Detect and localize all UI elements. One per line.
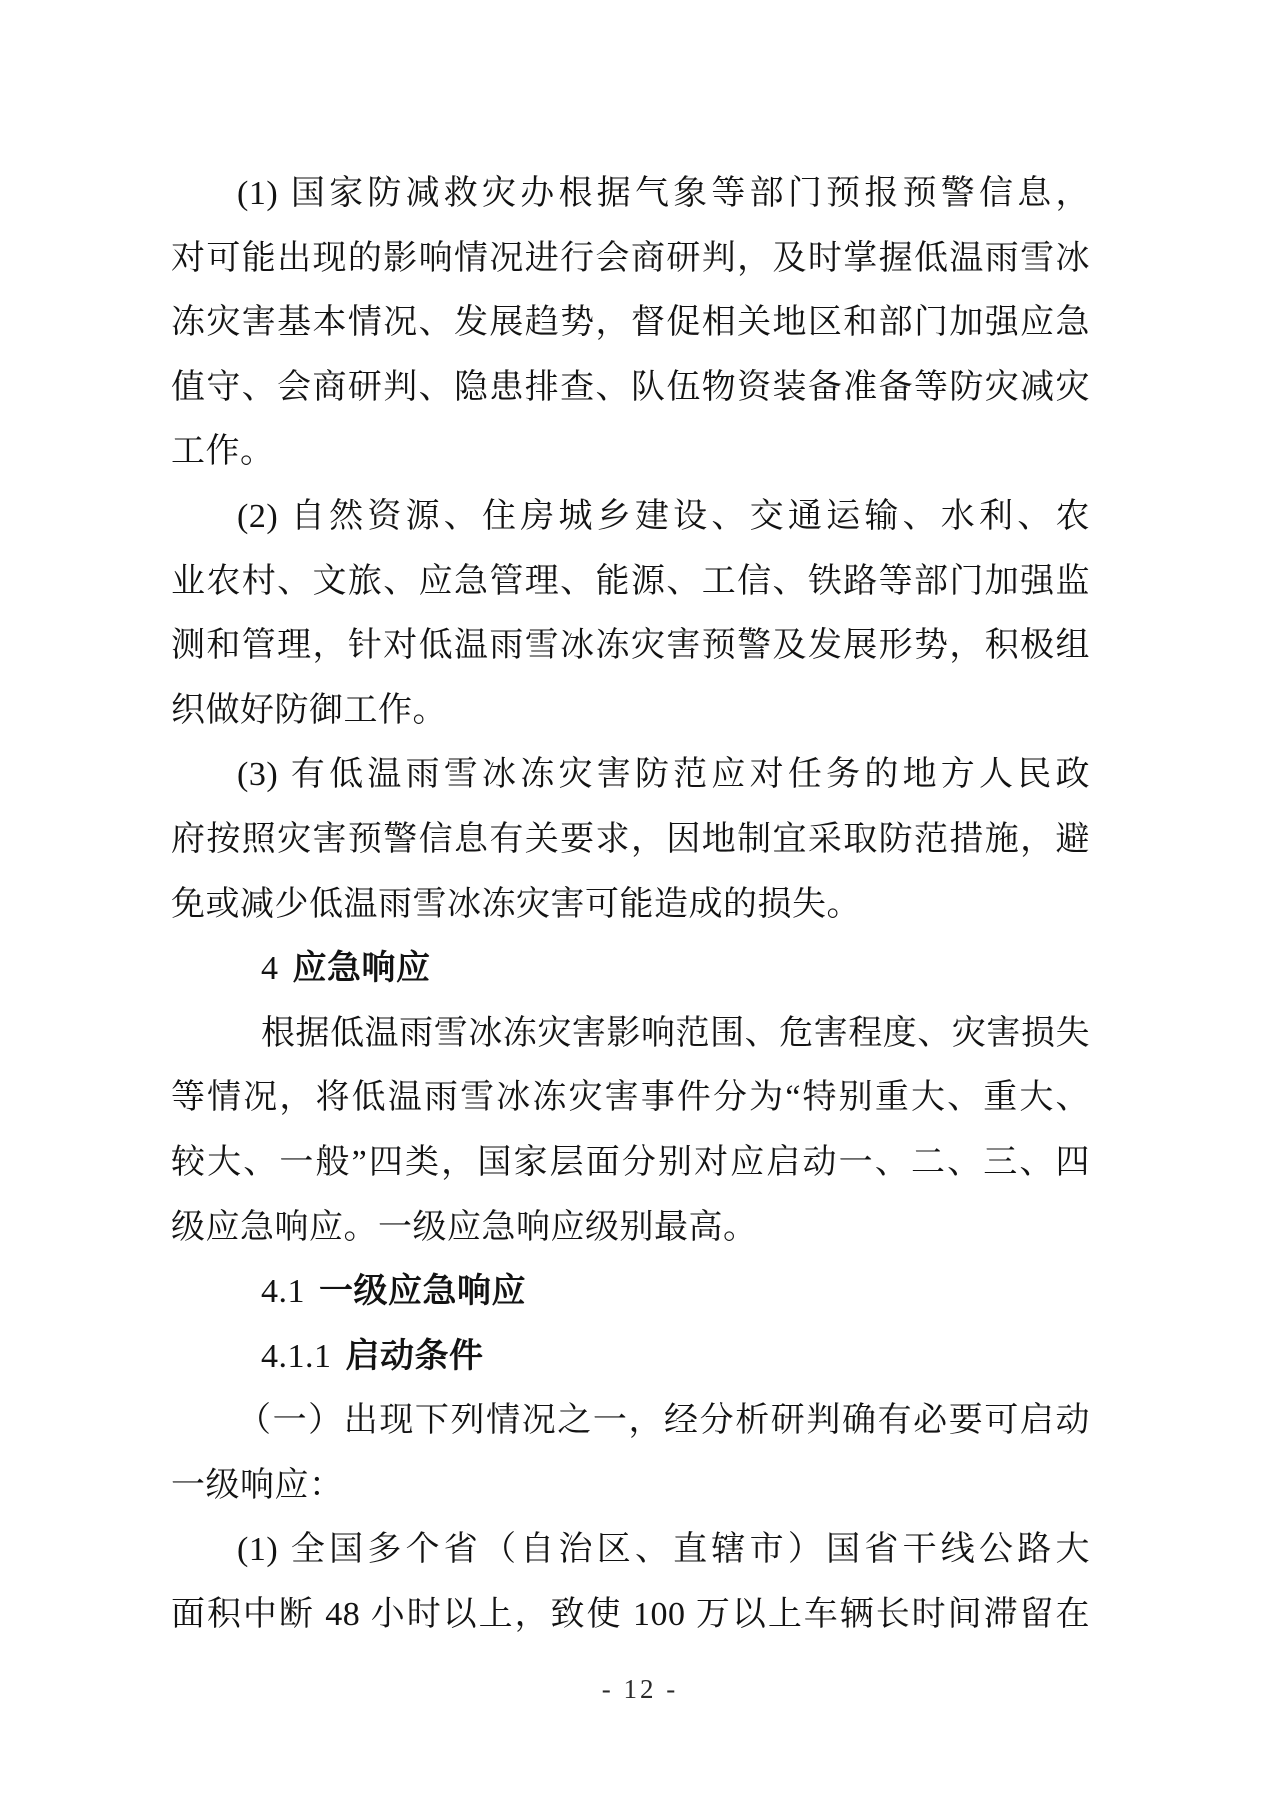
paragraph-line: 府按照灾害预警信息有关要求，因地制宜采取防范措施，避: [171, 820, 1090, 858]
document-body: [171, 162, 1090, 1648]
paragraph-line: 对可能出现的影响情况进行会商研判，及时掌握低温雨雪冰: [171, 239, 1090, 277]
paragraph-line: 较大、一般”四类，国家层面分别对应启动一、二、三、四: [171, 1143, 1090, 1181]
paragraph-line: 一级响应：: [171, 1466, 344, 1504]
section-number: 4.1: [261, 1273, 305, 1311]
paragraph-line: (1) 全国多个省（自治区、直辖市）国省干线公路大: [237, 1531, 1090, 1569]
section-title: 启动条件: [345, 1337, 484, 1375]
paragraph-line: 织做好防御工作。: [171, 691, 447, 729]
paragraph-line: 工作。: [171, 433, 275, 471]
paragraph-line: (1) 国家防减救灾办根据气象等部门预报预警信息，: [237, 175, 1090, 212]
section-heading-4: [171, 937, 1090, 1002]
paragraph-line: 级应急响应。一级应急响应级别最高。: [171, 1208, 758, 1246]
section-number: 4: [261, 950, 279, 988]
paragraph-line: 值守、会商研判、隐患排查、队伍物资装备准备等防灾减灾: [171, 368, 1090, 406]
paragraph-line: 面积中断 48 小时以上，致使 100 万以上车辆长时间滞留在: [171, 1596, 1090, 1634]
section-number: 4.1.1: [261, 1337, 332, 1375]
paragraph-line: 根据低温雨雪冰冻灾害影响范围、危害程度、灾害损失: [261, 1014, 1090, 1052]
section-heading-4-1: [171, 1260, 1090, 1325]
paragraph-line: 冻灾害基本情况、发展趋势，督促相关地区和部门加强应急: [171, 304, 1090, 342]
paragraph-line: 免或减少低温雨雪冰冻灾害可能造成的损失。: [171, 885, 861, 923]
section-title: 应急响应: [292, 950, 431, 988]
paragraph-line: 测和管理，针对低温雨雪冰冻灾害预警及发展形势，积极组: [171, 627, 1090, 665]
paragraph-line: (2) 自然资源、住房城乡建设、交通运输、水利、农: [237, 497, 1090, 535]
paragraph-line: （一）出现下列情况之一，经分析研判确有必要可启动: [237, 1402, 1090, 1440]
section-heading-4-1-1: [171, 1325, 1090, 1390]
paragraph-line: 业农村、文旅、应急管理、能源、工信、铁路等部门加强监: [171, 562, 1090, 600]
paragraph-line: (3) 有低温雨雪冰冻灾害防范应对任务的地方人民政: [237, 756, 1090, 794]
paragraph-line: 等情况，将低温雨雪冰冻灾害事件分为“特别重大、重大、: [171, 1079, 1090, 1117]
page-number: - 12 -: [601, 1674, 679, 1704]
section-title: 一级应急响应: [319, 1273, 526, 1311]
